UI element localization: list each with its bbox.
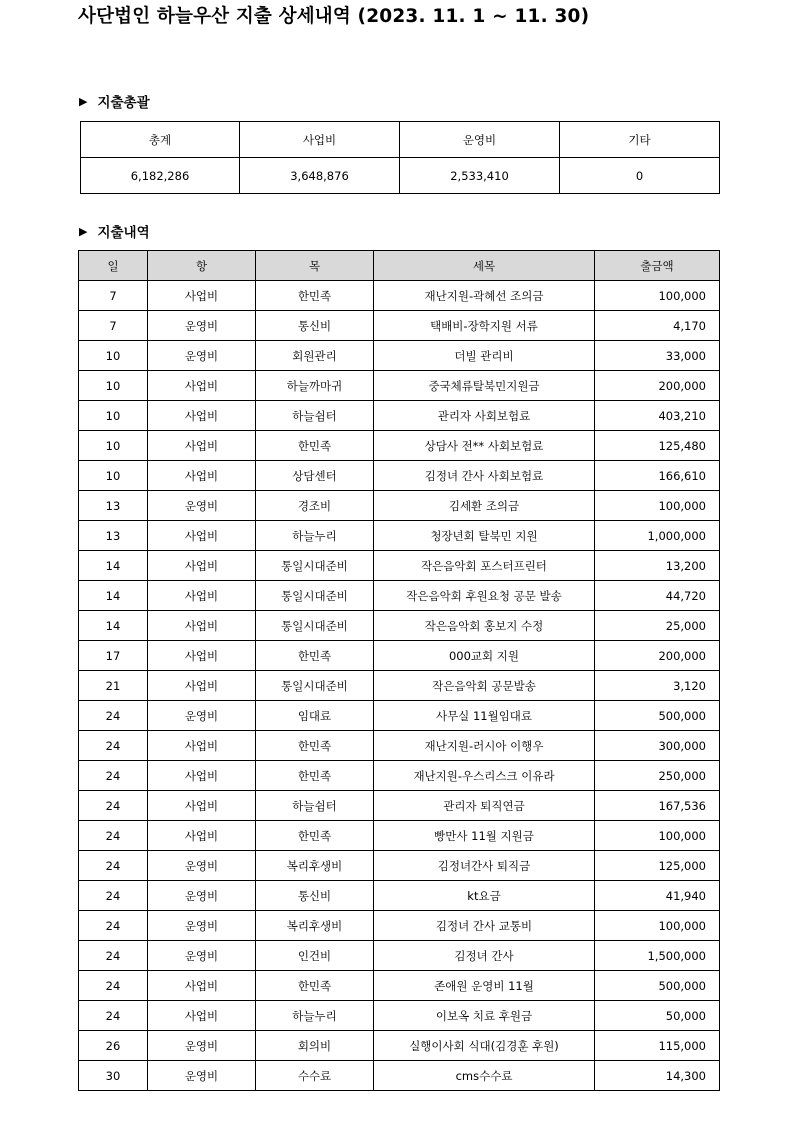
cell-item: 통일시대준비: [256, 551, 374, 581]
cell-item: 통일시대준비: [256, 611, 374, 641]
cell-category: 사업비: [148, 1001, 256, 1031]
cell-item: 통일시대준비: [256, 581, 374, 611]
cell-day: 24: [79, 761, 148, 791]
cell-day: 10: [79, 431, 148, 461]
cell-category: 운영비: [148, 941, 256, 971]
table-row: [79, 941, 720, 971]
header-cell-category: 항: [148, 251, 256, 281]
cell-day: 10: [79, 341, 148, 371]
cell-category: 운영비: [148, 701, 256, 731]
cell-amount: 41,940: [595, 881, 720, 911]
cell-item: 한민족: [256, 821, 374, 851]
cell-category: 사업비: [148, 521, 256, 551]
table-row: [79, 491, 720, 521]
cell-amount: 100,000: [595, 491, 720, 521]
cell-day: 14: [79, 611, 148, 641]
cell-subitem: 사무실 11월임대료: [374, 701, 595, 731]
cell-subitem: 더빌 관리비: [374, 341, 595, 371]
table-row: [79, 461, 720, 491]
table-row: [79, 641, 720, 671]
table-row: [79, 911, 720, 941]
cell-category: 운영비: [148, 311, 256, 341]
cell-item: 회의비: [256, 1031, 374, 1061]
table-row: [79, 1031, 720, 1061]
cell-category: 사업비: [148, 281, 256, 311]
page-title: 사단법인 하늘우산 지출 상세내역 (2023. 11. 1 ~ 11. 30): [78, 6, 590, 27]
table-row: [79, 311, 720, 341]
cell-subitem: cms수수료: [374, 1061, 595, 1091]
cell-amount: 300,000: [595, 731, 720, 761]
section-label: 지출내역: [97, 225, 150, 241]
cell-day: 7: [79, 281, 148, 311]
table-row: [79, 371, 720, 401]
cell-category: 사업비: [148, 401, 256, 431]
cell-day: 24: [79, 791, 148, 821]
cell-amount: 500,000: [595, 971, 720, 1001]
cell-category: 사업비: [148, 581, 256, 611]
cell-amount: 115,000: [595, 1031, 720, 1061]
table-row: [79, 881, 720, 911]
table-row: [79, 701, 720, 731]
cell-category: 운영비: [148, 341, 256, 371]
cell-amount: 14,300: [595, 1061, 720, 1091]
cell-amount: 100,000: [595, 911, 720, 941]
cell-subitem: 택배비-장학지원 서류: [374, 311, 595, 341]
cell-subitem: 관리자 퇴직연금: [374, 791, 595, 821]
summary-header-cell: 기타: [560, 122, 720, 158]
summary-value-cell: 3,648,876: [240, 158, 400, 194]
cell-item: 한민족: [256, 281, 374, 311]
cell-category: 운영비: [148, 881, 256, 911]
table-row: [79, 671, 720, 701]
cell-category: 사업비: [148, 611, 256, 641]
header-cell-day: 일: [79, 251, 148, 281]
cell-day: 30: [79, 1061, 148, 1091]
cell-amount: 33,000: [595, 341, 720, 371]
table-row: [79, 731, 720, 761]
cell-item: 인건비: [256, 941, 374, 971]
cell-category: 사업비: [148, 371, 256, 401]
cell-item: 한민족: [256, 731, 374, 761]
table-row: [79, 851, 720, 881]
cell-day: 10: [79, 371, 148, 401]
cell-category: 운영비: [148, 1061, 256, 1091]
cell-subitem: 작은음악회 후원요청 공문 발송: [374, 581, 595, 611]
cell-amount: 1,000,000: [595, 521, 720, 551]
cell-subitem: 관리자 사회보험료: [374, 401, 595, 431]
cell-day: 24: [79, 941, 148, 971]
cell-amount: 200,000: [595, 641, 720, 671]
summary-header-cell: 운영비: [400, 122, 560, 158]
cell-item: 회원관리: [256, 341, 374, 371]
table-row: [79, 341, 720, 371]
cell-day: 24: [79, 881, 148, 911]
cell-subitem: 중국체류탈북민지원금: [374, 371, 595, 401]
summary-table: [80, 121, 720, 194]
table-row: [79, 581, 720, 611]
cell-subitem: kt요금: [374, 881, 595, 911]
section-heading-detail: [79, 221, 150, 241]
cell-amount: 100,000: [595, 281, 720, 311]
cell-item: 하늘쉼터: [256, 791, 374, 821]
cell-day: 13: [79, 521, 148, 551]
summary-value-cell: 6,182,286: [81, 158, 240, 194]
table-row: [79, 281, 720, 311]
cell-day: 17: [79, 641, 148, 671]
cell-amount: 4,170: [595, 311, 720, 341]
cell-day: 14: [79, 551, 148, 581]
cell-item: 한민족: [256, 641, 374, 671]
cell-day: 13: [79, 491, 148, 521]
header-cell-amount: 출금액: [595, 251, 720, 281]
cell-day: 24: [79, 1001, 148, 1031]
cell-category: 사업비: [148, 461, 256, 491]
cell-category: 사업비: [148, 791, 256, 821]
section-heading-summary: [79, 91, 150, 111]
cell-category: 사업비: [148, 761, 256, 791]
cell-item: 임대료: [256, 701, 374, 731]
cell-subitem: 청장년회 탈북민 지원: [374, 521, 595, 551]
cell-amount: 250,000: [595, 761, 720, 791]
cell-amount: 3,120: [595, 671, 720, 701]
cell-day: 24: [79, 731, 148, 761]
cell-item: 상담센터: [256, 461, 374, 491]
summary-header-cell: 총계: [81, 122, 240, 158]
cell-day: 7: [79, 311, 148, 341]
cell-item: 하늘까마귀: [256, 371, 374, 401]
summary-header-row: [81, 122, 720, 158]
cell-item: 경조비: [256, 491, 374, 521]
cell-subitem: 김정녀 간사 사회보험료: [374, 461, 595, 491]
cell-day: 24: [79, 851, 148, 881]
cell-item: 수수료: [256, 1061, 374, 1091]
cell-amount: 100,000: [595, 821, 720, 851]
cell-item: 한민족: [256, 971, 374, 1001]
cell-item: 통신비: [256, 311, 374, 341]
cell-subitem: 김정녀 간사 교통비: [374, 911, 595, 941]
cell-category: 사업비: [148, 551, 256, 581]
triangle-bullet-icon: ▶: [79, 224, 88, 238]
cell-day: 21: [79, 671, 148, 701]
cell-amount: 125,480: [595, 431, 720, 461]
cell-category: 사업비: [148, 431, 256, 461]
cell-item: 통신비: [256, 881, 374, 911]
cell-amount: 500,000: [595, 701, 720, 731]
cell-category: 운영비: [148, 1031, 256, 1061]
cell-subitem: 000교회 지원: [374, 641, 595, 671]
expense-detail-table: [78, 250, 720, 1091]
cell-day: 24: [79, 701, 148, 731]
cell-category: 사업비: [148, 671, 256, 701]
cell-item: 한민족: [256, 431, 374, 461]
cell-category: 사업비: [148, 731, 256, 761]
cell-subitem: 존애원 운영비 11월: [374, 971, 595, 1001]
cell-category: 운영비: [148, 851, 256, 881]
table-row: [79, 761, 720, 791]
table-row: [79, 1001, 720, 1031]
cell-subitem: 상담사 전** 사회보험료: [374, 431, 595, 461]
cell-amount: 200,000: [595, 371, 720, 401]
cell-amount: 44,720: [595, 581, 720, 611]
cell-subitem: 김정녀 간사: [374, 941, 595, 971]
cell-subitem: 재난지원-러시아 이행우: [374, 731, 595, 761]
cell-subitem: 재난지원-우스리스크 이유라: [374, 761, 595, 791]
cell-subitem: 빵만사 11월 지원금: [374, 821, 595, 851]
cell-item: 복리후생비: [256, 851, 374, 881]
cell-item: 한민족: [256, 761, 374, 791]
table-row: [79, 971, 720, 1001]
header-cell-subitem: 세목: [374, 251, 595, 281]
table-row: [79, 821, 720, 851]
cell-subitem: 김세환 조의금: [374, 491, 595, 521]
cell-amount: 25,000: [595, 611, 720, 641]
cell-subitem: 작은음악회 포스터프린터: [374, 551, 595, 581]
section-label: 지출총괄: [97, 95, 150, 111]
cell-item: 하늘쉼터: [256, 401, 374, 431]
cell-amount: 125,000: [595, 851, 720, 881]
cell-amount: 1,500,000: [595, 941, 720, 971]
table-row: [79, 431, 720, 461]
cell-category: 사업비: [148, 821, 256, 851]
cell-category: 운영비: [148, 491, 256, 521]
detail-header-row: [79, 251, 720, 281]
cell-amount: 166,610: [595, 461, 720, 491]
cell-subitem: 작은음악회 홍보지 수정: [374, 611, 595, 641]
cell-subitem: 실행이사회 식대(김경훈 후원): [374, 1031, 595, 1061]
cell-amount: 167,536: [595, 791, 720, 821]
cell-item: 통일시대준비: [256, 671, 374, 701]
table-row: [79, 401, 720, 431]
cell-subitem: 작은음악회 공문발송: [374, 671, 595, 701]
summary-header-cell: 사업비: [240, 122, 400, 158]
cell-amount: 13,200: [595, 551, 720, 581]
cell-amount: 403,210: [595, 401, 720, 431]
summary-value-cell: 2,533,410: [400, 158, 560, 194]
cell-item: 하늘누리: [256, 1001, 374, 1031]
cell-category: 사업비: [148, 641, 256, 671]
cell-day: 24: [79, 971, 148, 1001]
cell-subitem: 재난지원-곽혜선 조의금: [374, 281, 595, 311]
cell-category: 운영비: [148, 911, 256, 941]
summary-value-cell: 0: [560, 158, 720, 194]
cell-day: 10: [79, 401, 148, 431]
table-row: [79, 551, 720, 581]
summary-value-row: [81, 158, 720, 194]
table-row: [79, 611, 720, 641]
table-row: [79, 521, 720, 551]
cell-day: 24: [79, 821, 148, 851]
cell-item: 복리후생비: [256, 911, 374, 941]
cell-day: 14: [79, 581, 148, 611]
cell-amount: 50,000: [595, 1001, 720, 1031]
table-row: [79, 791, 720, 821]
cell-subitem: 이보옥 치료 후원금: [374, 1001, 595, 1031]
cell-day: 26: [79, 1031, 148, 1061]
header-cell-item: 목: [256, 251, 374, 281]
cell-category: 사업비: [148, 971, 256, 1001]
cell-day: 24: [79, 911, 148, 941]
table-row: [79, 1061, 720, 1091]
cell-item: 하늘누리: [256, 521, 374, 551]
cell-day: 10: [79, 461, 148, 491]
cell-subitem: 김정녀간사 퇴직금: [374, 851, 595, 881]
triangle-bullet-icon: ▶: [79, 94, 88, 108]
